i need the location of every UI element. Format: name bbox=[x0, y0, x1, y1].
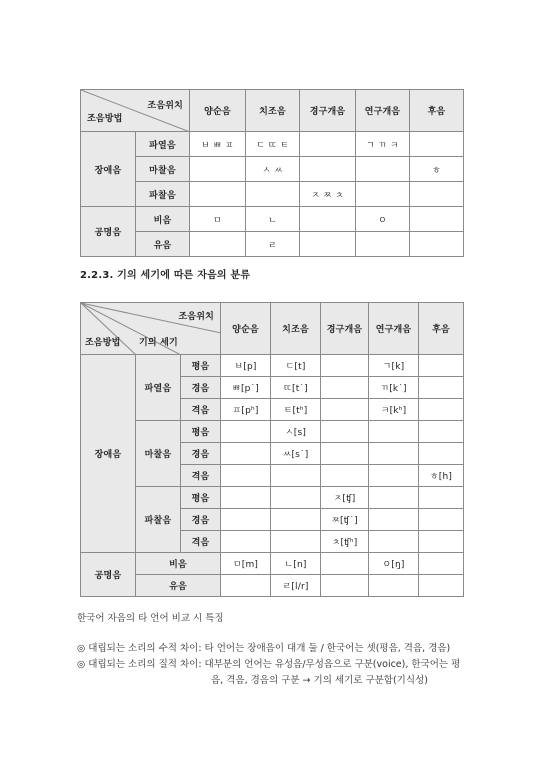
table-cell bbox=[321, 355, 369, 377]
column-header: 경구개음 bbox=[300, 90, 356, 132]
column-header: 후음 bbox=[410, 90, 464, 132]
table-cell bbox=[419, 575, 464, 597]
table-row bbox=[81, 421, 464, 443]
subgroup-label: 파열음 bbox=[136, 355, 181, 421]
table-cell: ㅌ[tʰ] bbox=[271, 399, 321, 421]
table-cell bbox=[300, 207, 356, 232]
row-label: 격음 bbox=[181, 465, 221, 487]
table-cell: ㄲ[k˙] bbox=[369, 377, 419, 399]
note-line: ◎ 대립되는 소리의 수적 차이: 타 언어는 장애음이 대개 둘 / 한국어는 셋(평음, 격음, 경음) bbox=[77, 643, 451, 654]
table-cell bbox=[419, 553, 464, 575]
table-cell bbox=[221, 575, 271, 597]
table-cell: ㅇ[ŋ] bbox=[369, 553, 419, 575]
table-cell bbox=[419, 399, 464, 421]
table-cell: ㅈ ㅉ ㅊ bbox=[300, 182, 356, 207]
table-cell: ㅍ[pʰ] bbox=[221, 399, 271, 421]
table-row bbox=[81, 487, 464, 509]
row-label: 평음 bbox=[181, 355, 221, 377]
table-corner-cell bbox=[81, 90, 190, 132]
table-cell: ㅂ[p] bbox=[221, 355, 271, 377]
corner-label-method: 조음방법 bbox=[87, 114, 123, 124]
table-row bbox=[81, 575, 464, 597]
note-line: 음, 격음, 경음의 구분 → 기의 세기로 구분함(기식성) bbox=[211, 675, 428, 686]
table-cell bbox=[300, 157, 356, 182]
table-cell: ㄴ bbox=[246, 207, 300, 232]
table-cell bbox=[300, 232, 356, 257]
table-cell bbox=[419, 509, 464, 531]
row-label: 비음 bbox=[136, 207, 190, 232]
row-label: 경음 bbox=[181, 509, 221, 531]
table-row bbox=[81, 232, 464, 257]
column-header: 경구개음 bbox=[321, 303, 369, 355]
table-cell: ㄸ[t˙] bbox=[271, 377, 321, 399]
row-label: 파열음 bbox=[136, 132, 190, 157]
table-cell: ㅉ[ʧ˙] bbox=[321, 509, 369, 531]
table-cell bbox=[410, 207, 464, 232]
table-cell: ㄹ bbox=[246, 232, 300, 257]
group-label: 공명음 bbox=[81, 207, 136, 257]
column-header: 연구개음 bbox=[356, 90, 410, 132]
group-label: 장애음 bbox=[81, 132, 136, 207]
row-label: 평음 bbox=[181, 421, 221, 443]
table-row bbox=[81, 553, 464, 575]
table-cell bbox=[221, 531, 271, 553]
table-row bbox=[81, 132, 464, 157]
table-cell bbox=[369, 509, 419, 531]
row-label: 파찰음 bbox=[136, 182, 190, 207]
table-cell: ㄱ[k] bbox=[369, 355, 419, 377]
table-cell: ㅅ ㅆ bbox=[246, 157, 300, 182]
row-label: 격음 bbox=[181, 531, 221, 553]
table-cell: ㅅ[s] bbox=[271, 421, 321, 443]
table-cell bbox=[419, 377, 464, 399]
table-cell bbox=[321, 421, 369, 443]
table-cell: ㅁ[m] bbox=[221, 553, 271, 575]
table-cell: ㅃ[p˙] bbox=[221, 377, 271, 399]
row-label: 경음 bbox=[181, 443, 221, 465]
column-header: 치조음 bbox=[246, 90, 300, 132]
table-cell bbox=[271, 487, 321, 509]
row-label: 유음 bbox=[136, 232, 190, 257]
row-label: 평음 bbox=[181, 487, 221, 509]
table-cell: ㄴ[n] bbox=[271, 553, 321, 575]
table-cell bbox=[271, 509, 321, 531]
table-cell bbox=[190, 157, 246, 182]
table-cell bbox=[221, 465, 271, 487]
corner-label-position: 조음위치 bbox=[178, 312, 215, 322]
table-cell bbox=[369, 487, 419, 509]
column-header: 치조음 bbox=[271, 303, 321, 355]
table-cell: ㅊ[ʧʰ] bbox=[321, 531, 369, 553]
table-row bbox=[81, 355, 464, 377]
table-cell: ㅁ bbox=[190, 207, 246, 232]
corner-label-aspiration: 기의 세기 bbox=[139, 338, 178, 348]
table-cell bbox=[321, 443, 369, 465]
table-cell: ㅎ bbox=[410, 157, 464, 182]
table-cell bbox=[221, 487, 271, 509]
table-cell bbox=[300, 132, 356, 157]
table-cell bbox=[321, 553, 369, 575]
table-cell: ㅇ bbox=[356, 207, 410, 232]
column-header: 연구개음 bbox=[369, 303, 419, 355]
table-cell bbox=[369, 575, 419, 597]
table-cell bbox=[369, 531, 419, 553]
table-row bbox=[81, 182, 464, 207]
table-cell bbox=[221, 509, 271, 531]
table-cell: ㄱ ㄲ ㅋ bbox=[356, 132, 410, 157]
table-cell bbox=[369, 443, 419, 465]
consonant-table-articulation bbox=[80, 89, 464, 257]
row-label: 비음 bbox=[136, 553, 221, 575]
column-header: 양순음 bbox=[221, 303, 271, 355]
table-cell: ㅂ ㅃ ㅍ bbox=[190, 132, 246, 157]
table-cell bbox=[321, 399, 369, 421]
paragraph-text: 한국어 자음의 타 언어 비교 시 특징 bbox=[77, 613, 224, 624]
table-cell bbox=[369, 421, 419, 443]
table-cell: ㅈ[ʧ] bbox=[321, 487, 369, 509]
row-label: 경음 bbox=[181, 377, 221, 399]
table-cell bbox=[410, 232, 464, 257]
table-cell bbox=[356, 182, 410, 207]
consonant-table-aspiration bbox=[80, 302, 464, 597]
table-cell bbox=[419, 531, 464, 553]
row-label: 유음 bbox=[136, 575, 221, 597]
table-cell: ㄷ[t] bbox=[271, 355, 321, 377]
table-row bbox=[81, 157, 464, 182]
table-cell: ㄹ[l/r] bbox=[271, 575, 321, 597]
table-row bbox=[81, 207, 464, 232]
table-header-row bbox=[81, 303, 464, 355]
subgroup-label: 파찰음 bbox=[136, 487, 181, 553]
table-cell bbox=[419, 421, 464, 443]
table-cell bbox=[190, 232, 246, 257]
table-cell bbox=[419, 355, 464, 377]
table-cell bbox=[321, 377, 369, 399]
table-cell bbox=[190, 182, 246, 207]
section-heading: 2.2.3. 기의 세기에 따른 자음의 분류 bbox=[80, 270, 251, 281]
row-label: 격음 bbox=[181, 399, 221, 421]
table-corner-cell bbox=[81, 303, 221, 355]
note-line: ◎ 대립되는 소리의 질적 차이: 대부분의 언어는 유성음/무성음으로 구분(voice), 한국어는 평 bbox=[77, 659, 461, 670]
table-cell bbox=[271, 465, 321, 487]
table-cell bbox=[356, 232, 410, 257]
table-cell bbox=[356, 157, 410, 182]
column-header: 양순음 bbox=[190, 90, 246, 132]
table-cell: ㅎ[h] bbox=[419, 465, 464, 487]
table-cell bbox=[321, 465, 369, 487]
table-cell bbox=[369, 465, 419, 487]
table-cell bbox=[321, 575, 369, 597]
corner-label-method: 조음방법 bbox=[85, 338, 121, 348]
row-label: 마찰음 bbox=[136, 157, 190, 182]
group-label: 공명음 bbox=[81, 553, 136, 597]
table-cell bbox=[419, 443, 464, 465]
column-header: 후음 bbox=[419, 303, 464, 355]
table-cell bbox=[271, 531, 321, 553]
table-cell: ㅋ[kʰ] bbox=[369, 399, 419, 421]
table-cell bbox=[410, 132, 464, 157]
table-cell bbox=[419, 487, 464, 509]
table-cell bbox=[246, 182, 300, 207]
table-header-row bbox=[81, 90, 464, 132]
table-cell: ㄷ ㄸ ㅌ bbox=[246, 132, 300, 157]
table-cell bbox=[221, 421, 271, 443]
subgroup-label: 마찰음 bbox=[136, 421, 181, 487]
table-cell bbox=[410, 182, 464, 207]
table-cell: ㅆ[s˙] bbox=[271, 443, 321, 465]
group-label: 장애음 bbox=[81, 355, 136, 553]
table-cell bbox=[221, 443, 271, 465]
corner-label-position: 조음위치 bbox=[147, 101, 183, 111]
